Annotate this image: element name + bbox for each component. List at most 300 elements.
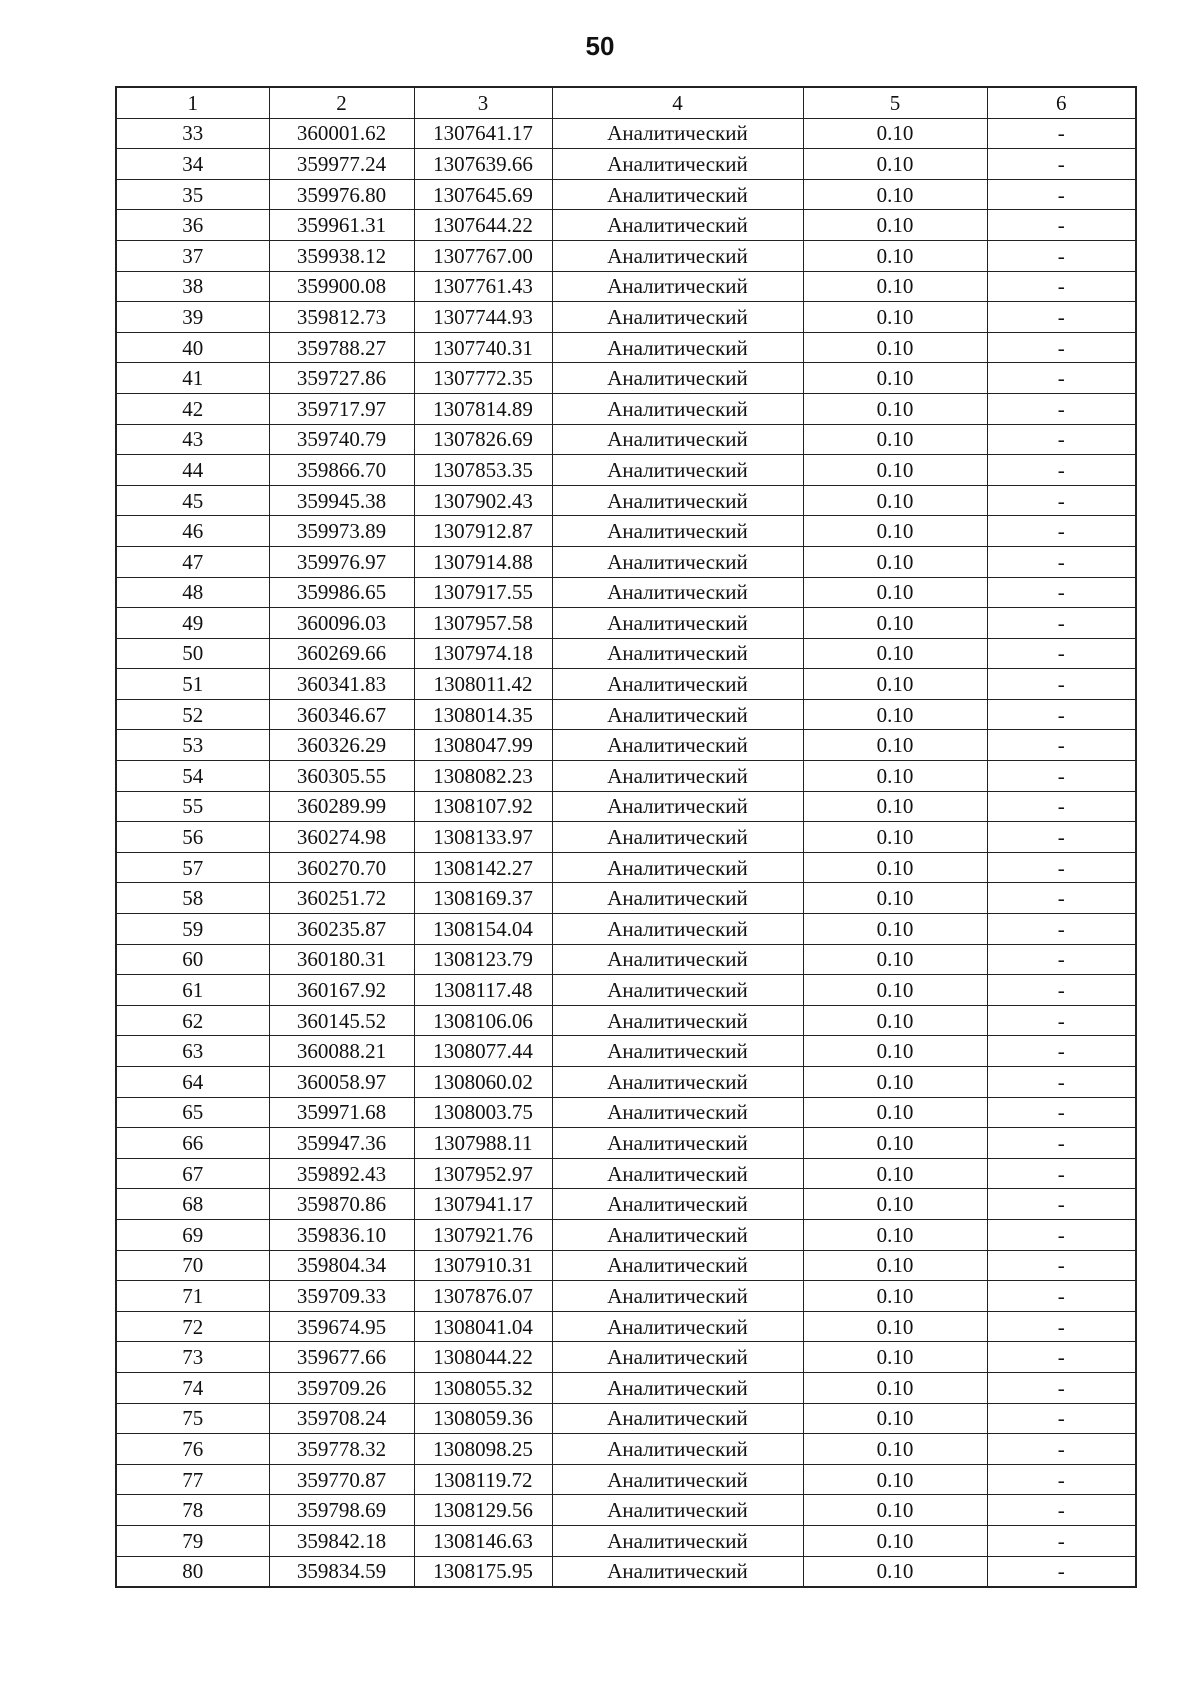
table-row	[116, 944, 1136, 975]
accuracy-cell: 0.10	[803, 822, 987, 853]
accuracy-cell: 0.10	[803, 914, 987, 945]
note-cell: -	[987, 1067, 1136, 1098]
y-coordinate-cell: 1308107.92	[414, 791, 552, 822]
point-number-cell: 62	[116, 1005, 269, 1036]
column-header: 4	[552, 87, 803, 118]
x-coordinate-cell: 359976.97	[269, 546, 414, 577]
point-number-cell: 57	[116, 852, 269, 883]
table-row	[116, 1005, 1136, 1036]
method-cell: Аналитический	[552, 1128, 803, 1159]
y-coordinate-cell: 1308142.27	[414, 852, 552, 883]
point-number-cell: 50	[116, 638, 269, 669]
accuracy-cell: 0.10	[803, 1281, 987, 1312]
page-number: 50	[585, 31, 615, 61]
point-number-cell: 36	[116, 210, 269, 241]
x-coordinate-cell: 359709.33	[269, 1281, 414, 1312]
accuracy-cell: 0.10	[803, 1158, 987, 1189]
table-row	[116, 485, 1136, 516]
note-cell: -	[987, 363, 1136, 394]
method-cell: Аналитический	[552, 761, 803, 792]
table-row	[116, 608, 1136, 639]
method-cell: Аналитический	[552, 1525, 803, 1556]
table-body	[116, 118, 1136, 1587]
table-row	[116, 1067, 1136, 1098]
y-coordinate-cell: 1307772.35	[414, 363, 552, 394]
note-cell: -	[987, 393, 1136, 424]
table-row	[116, 669, 1136, 700]
point-number-cell: 41	[116, 363, 269, 394]
x-coordinate-cell: 359973.89	[269, 516, 414, 547]
method-cell: Аналитический	[552, 424, 803, 455]
point-number-cell: 40	[116, 332, 269, 363]
x-coordinate-cell: 359708.24	[269, 1403, 414, 1434]
accuracy-cell: 0.10	[803, 332, 987, 363]
method-cell: Аналитический	[552, 1097, 803, 1128]
x-coordinate-cell: 359870.86	[269, 1189, 414, 1220]
point-number-cell: 51	[116, 669, 269, 700]
y-coordinate-cell: 1307952.97	[414, 1158, 552, 1189]
note-cell: -	[987, 455, 1136, 486]
accuracy-cell: 0.10	[803, 1495, 987, 1526]
point-number-cell: 64	[116, 1067, 269, 1098]
x-coordinate-cell: 360096.03	[269, 608, 414, 639]
y-coordinate-cell: 1308119.72	[414, 1464, 552, 1495]
method-cell: Аналитический	[552, 1005, 803, 1036]
accuracy-cell: 0.10	[803, 179, 987, 210]
point-number-cell: 65	[116, 1097, 269, 1128]
table-row	[116, 638, 1136, 669]
y-coordinate-cell: 1307912.87	[414, 516, 552, 547]
table-row	[116, 761, 1136, 792]
x-coordinate-cell: 359866.70	[269, 455, 414, 486]
accuracy-cell: 0.10	[803, 1005, 987, 1036]
y-coordinate-cell: 1307645.69	[414, 179, 552, 210]
note-cell: -	[987, 1342, 1136, 1373]
x-coordinate-cell: 359709.26	[269, 1372, 414, 1403]
method-cell: Аналитический	[552, 1464, 803, 1495]
y-coordinate-cell: 1308123.79	[414, 944, 552, 975]
x-coordinate-cell: 359770.87	[269, 1464, 414, 1495]
y-coordinate-cell: 1308003.75	[414, 1097, 552, 1128]
y-coordinate-cell: 1307917.55	[414, 577, 552, 608]
accuracy-cell: 0.10	[803, 883, 987, 914]
y-coordinate-cell: 1307761.43	[414, 271, 552, 302]
table-row	[116, 271, 1136, 302]
accuracy-cell: 0.10	[803, 1372, 987, 1403]
accuracy-cell: 0.10	[803, 1097, 987, 1128]
accuracy-cell: 0.10	[803, 975, 987, 1006]
method-cell: Аналитический	[552, 730, 803, 761]
table-row	[116, 1128, 1136, 1159]
y-coordinate-cell: 1308082.23	[414, 761, 552, 792]
table-row	[116, 424, 1136, 455]
table-row	[116, 791, 1136, 822]
note-cell: -	[987, 975, 1136, 1006]
x-coordinate-cell: 359947.36	[269, 1128, 414, 1159]
y-coordinate-cell: 1307744.93	[414, 302, 552, 333]
note-cell: -	[987, 883, 1136, 914]
y-coordinate-cell: 1308055.32	[414, 1372, 552, 1403]
note-cell: -	[987, 1097, 1136, 1128]
accuracy-cell: 0.10	[803, 1219, 987, 1250]
accuracy-cell: 0.10	[803, 271, 987, 302]
accuracy-cell: 0.10	[803, 791, 987, 822]
y-coordinate-cell: 1307641.17	[414, 118, 552, 149]
note-cell: -	[987, 1403, 1136, 1434]
x-coordinate-cell: 359717.97	[269, 393, 414, 424]
note-cell: -	[987, 1372, 1136, 1403]
method-cell: Аналитический	[552, 1250, 803, 1281]
y-coordinate-cell: 1307876.07	[414, 1281, 552, 1312]
accuracy-cell: 0.10	[803, 944, 987, 975]
accuracy-cell: 0.10	[803, 210, 987, 241]
accuracy-cell: 0.10	[803, 240, 987, 271]
y-coordinate-cell: 1308098.25	[414, 1434, 552, 1465]
note-cell: -	[987, 516, 1136, 547]
table-row	[116, 1250, 1136, 1281]
accuracy-cell: 0.10	[803, 761, 987, 792]
point-number-cell: 76	[116, 1434, 269, 1465]
method-cell: Аналитический	[552, 608, 803, 639]
note-cell: -	[987, 791, 1136, 822]
note-cell: -	[987, 302, 1136, 333]
y-coordinate-cell: 1308117.48	[414, 975, 552, 1006]
x-coordinate-cell: 360270.70	[269, 852, 414, 883]
method-cell: Аналитический	[552, 393, 803, 424]
method-cell: Аналитический	[552, 852, 803, 883]
point-number-cell: 49	[116, 608, 269, 639]
method-cell: Аналитический	[552, 1189, 803, 1220]
method-cell: Аналитический	[552, 363, 803, 394]
method-cell: Аналитический	[552, 1219, 803, 1250]
note-cell: -	[987, 179, 1136, 210]
column-header: 6	[987, 87, 1136, 118]
accuracy-cell: 0.10	[803, 1250, 987, 1281]
y-coordinate-cell: 1308106.06	[414, 1005, 552, 1036]
method-cell: Аналитический	[552, 1556, 803, 1587]
accuracy-cell: 0.10	[803, 1434, 987, 1465]
y-coordinate-cell: 1308059.36	[414, 1403, 552, 1434]
note-cell: -	[987, 1495, 1136, 1526]
table-row	[116, 975, 1136, 1006]
method-cell: Аналитический	[552, 1372, 803, 1403]
x-coordinate-cell: 360235.87	[269, 914, 414, 945]
note-cell: -	[987, 1189, 1136, 1220]
x-coordinate-cell: 359971.68	[269, 1097, 414, 1128]
point-number-cell: 55	[116, 791, 269, 822]
x-coordinate-cell: 359798.69	[269, 1495, 414, 1526]
point-number-cell: 80	[116, 1556, 269, 1587]
table-row	[116, 516, 1136, 547]
note-cell: -	[987, 210, 1136, 241]
point-number-cell: 70	[116, 1250, 269, 1281]
y-coordinate-cell: 1307921.76	[414, 1219, 552, 1250]
accuracy-cell: 0.10	[803, 1464, 987, 1495]
note-cell: -	[987, 730, 1136, 761]
note-cell: -	[987, 1434, 1136, 1465]
x-coordinate-cell: 359938.12	[269, 240, 414, 271]
y-coordinate-cell: 1307902.43	[414, 485, 552, 516]
note-cell: -	[987, 424, 1136, 455]
method-cell: Аналитический	[552, 791, 803, 822]
x-coordinate-cell: 359842.18	[269, 1525, 414, 1556]
method-cell: Аналитический	[552, 975, 803, 1006]
note-cell: -	[987, 546, 1136, 577]
accuracy-cell: 0.10	[803, 1036, 987, 1067]
accuracy-cell: 0.10	[803, 608, 987, 639]
note-cell: -	[987, 699, 1136, 730]
point-number-cell: 69	[116, 1219, 269, 1250]
x-coordinate-cell: 360058.97	[269, 1067, 414, 1098]
accuracy-cell: 0.10	[803, 546, 987, 577]
method-cell: Аналитический	[552, 1067, 803, 1098]
table-row	[116, 118, 1136, 149]
x-coordinate-cell: 360326.29	[269, 730, 414, 761]
y-coordinate-cell: 1308146.63	[414, 1525, 552, 1556]
x-coordinate-cell: 359812.73	[269, 302, 414, 333]
column-header: 2	[269, 87, 414, 118]
point-number-cell: 46	[116, 516, 269, 547]
table-row	[116, 455, 1136, 486]
y-coordinate-cell: 1308014.35	[414, 699, 552, 730]
method-cell: Аналитический	[552, 485, 803, 516]
note-cell: -	[987, 852, 1136, 883]
accuracy-cell: 0.10	[803, 1128, 987, 1159]
y-coordinate-cell: 1307988.11	[414, 1128, 552, 1159]
point-number-cell: 37	[116, 240, 269, 271]
table-header-row	[116, 87, 1136, 118]
table-row	[116, 1311, 1136, 1342]
method-cell: Аналитический	[552, 699, 803, 730]
x-coordinate-cell: 359977.24	[269, 149, 414, 180]
y-coordinate-cell: 1308077.44	[414, 1036, 552, 1067]
point-number-cell: 72	[116, 1311, 269, 1342]
x-coordinate-cell: 360274.98	[269, 822, 414, 853]
point-number-cell: 78	[116, 1495, 269, 1526]
table-row	[116, 1036, 1136, 1067]
x-coordinate-cell: 360269.66	[269, 638, 414, 669]
x-coordinate-cell: 359892.43	[269, 1158, 414, 1189]
table-row	[116, 332, 1136, 363]
point-number-cell: 68	[116, 1189, 269, 1220]
accuracy-cell: 0.10	[803, 1403, 987, 1434]
point-number-cell: 73	[116, 1342, 269, 1373]
table-row	[116, 149, 1136, 180]
point-number-cell: 33	[116, 118, 269, 149]
x-coordinate-cell: 359727.86	[269, 363, 414, 394]
x-coordinate-cell: 359961.31	[269, 210, 414, 241]
note-cell: -	[987, 608, 1136, 639]
y-coordinate-cell: 1307853.35	[414, 455, 552, 486]
x-coordinate-cell: 359900.08	[269, 271, 414, 302]
y-coordinate-cell: 1308129.56	[414, 1495, 552, 1526]
method-cell: Аналитический	[552, 1495, 803, 1526]
point-number-cell: 60	[116, 944, 269, 975]
column-header: 1	[116, 87, 269, 118]
x-coordinate-cell: 359778.32	[269, 1434, 414, 1465]
table-row	[116, 883, 1136, 914]
point-number-cell: 43	[116, 424, 269, 455]
point-number-cell: 47	[116, 546, 269, 577]
method-cell: Аналитический	[552, 883, 803, 914]
y-coordinate-cell: 1308154.04	[414, 914, 552, 945]
x-coordinate-cell: 360088.21	[269, 1036, 414, 1067]
point-number-cell: 52	[116, 699, 269, 730]
x-coordinate-cell: 359740.79	[269, 424, 414, 455]
method-cell: Аналитический	[552, 516, 803, 547]
point-number-cell: 75	[116, 1403, 269, 1434]
note-cell: -	[987, 1158, 1136, 1189]
point-number-cell: 45	[116, 485, 269, 516]
note-cell: -	[987, 638, 1136, 669]
accuracy-cell: 0.10	[803, 638, 987, 669]
point-number-cell: 61	[116, 975, 269, 1006]
point-number-cell: 44	[116, 455, 269, 486]
point-number-cell: 59	[116, 914, 269, 945]
note-cell: -	[987, 1464, 1136, 1495]
accuracy-cell: 0.10	[803, 455, 987, 486]
method-cell: Аналитический	[552, 944, 803, 975]
point-number-cell: 56	[116, 822, 269, 853]
x-coordinate-cell: 359674.95	[269, 1311, 414, 1342]
table-row	[116, 363, 1136, 394]
method-cell: Аналитический	[552, 1403, 803, 1434]
note-cell: -	[987, 822, 1136, 853]
note-cell: -	[987, 944, 1136, 975]
x-coordinate-cell: 359976.80	[269, 179, 414, 210]
table-row	[116, 1525, 1136, 1556]
method-cell: Аналитический	[552, 210, 803, 241]
point-number-cell: 54	[116, 761, 269, 792]
accuracy-cell: 0.10	[803, 424, 987, 455]
x-coordinate-cell: 360289.99	[269, 791, 414, 822]
y-coordinate-cell: 1308041.04	[414, 1311, 552, 1342]
accuracy-cell: 0.10	[803, 149, 987, 180]
accuracy-cell: 0.10	[803, 852, 987, 883]
x-coordinate-cell: 359986.65	[269, 577, 414, 608]
x-coordinate-cell: 359945.38	[269, 485, 414, 516]
y-coordinate-cell: 1307914.88	[414, 546, 552, 577]
column-header: 5	[803, 87, 987, 118]
method-cell: Аналитический	[552, 638, 803, 669]
x-coordinate-cell: 360346.67	[269, 699, 414, 730]
y-coordinate-cell: 1308169.37	[414, 883, 552, 914]
point-number-cell: 71	[116, 1281, 269, 1312]
x-coordinate-cell: 359788.27	[269, 332, 414, 363]
x-coordinate-cell: 359677.66	[269, 1342, 414, 1373]
note-cell: -	[987, 1250, 1136, 1281]
method-cell: Аналитический	[552, 455, 803, 486]
method-cell: Аналитический	[552, 1434, 803, 1465]
table-row	[116, 1342, 1136, 1373]
y-coordinate-cell: 1307767.00	[414, 240, 552, 271]
table-row	[116, 822, 1136, 853]
table-row	[116, 1219, 1136, 1250]
point-number-cell: 79	[116, 1525, 269, 1556]
x-coordinate-cell: 360305.55	[269, 761, 414, 792]
x-coordinate-cell: 360167.92	[269, 975, 414, 1006]
y-coordinate-cell: 1307740.31	[414, 332, 552, 363]
note-cell: -	[987, 669, 1136, 700]
accuracy-cell: 0.10	[803, 1556, 987, 1587]
method-cell: Аналитический	[552, 332, 803, 363]
y-coordinate-cell: 1308060.02	[414, 1067, 552, 1098]
x-coordinate-cell: 360251.72	[269, 883, 414, 914]
y-coordinate-cell: 1308047.99	[414, 730, 552, 761]
method-cell: Аналитический	[552, 546, 803, 577]
point-number-cell: 67	[116, 1158, 269, 1189]
method-cell: Аналитический	[552, 1342, 803, 1373]
accuracy-cell: 0.10	[803, 1342, 987, 1373]
point-number-cell: 74	[116, 1372, 269, 1403]
method-cell: Аналитический	[552, 577, 803, 608]
x-coordinate-cell: 359804.34	[269, 1250, 414, 1281]
method-cell: Аналитический	[552, 1281, 803, 1312]
point-number-cell: 39	[116, 302, 269, 333]
y-coordinate-cell: 1307957.58	[414, 608, 552, 639]
accuracy-cell: 0.10	[803, 1067, 987, 1098]
table-row	[116, 852, 1136, 883]
table-row	[116, 1495, 1136, 1526]
accuracy-cell: 0.10	[803, 516, 987, 547]
method-cell: Аналитический	[552, 822, 803, 853]
x-coordinate-cell: 359836.10	[269, 1219, 414, 1250]
coordinates-table	[115, 86, 1137, 1588]
x-coordinate-cell: 359834.59	[269, 1556, 414, 1587]
table-row	[116, 577, 1136, 608]
table-row	[116, 393, 1136, 424]
table-row	[116, 1434, 1136, 1465]
method-cell: Аналитический	[552, 1036, 803, 1067]
note-cell: -	[987, 1128, 1136, 1159]
y-coordinate-cell: 1307910.31	[414, 1250, 552, 1281]
table-row	[116, 210, 1136, 241]
accuracy-cell: 0.10	[803, 363, 987, 394]
table-row	[116, 699, 1136, 730]
method-cell: Аналитический	[552, 914, 803, 945]
note-cell: -	[987, 332, 1136, 363]
y-coordinate-cell: 1307974.18	[414, 638, 552, 669]
table-row	[116, 1158, 1136, 1189]
table-row	[116, 1372, 1136, 1403]
note-cell: -	[987, 1036, 1136, 1067]
table-row	[116, 302, 1136, 333]
table-row	[116, 179, 1136, 210]
table-row	[116, 1189, 1136, 1220]
method-cell: Аналитический	[552, 1311, 803, 1342]
point-number-cell: 48	[116, 577, 269, 608]
method-cell: Аналитический	[552, 240, 803, 271]
note-cell: -	[987, 240, 1136, 271]
accuracy-cell: 0.10	[803, 699, 987, 730]
method-cell: Аналитический	[552, 1158, 803, 1189]
table-row	[116, 240, 1136, 271]
table-row	[116, 914, 1136, 945]
y-coordinate-cell: 1308175.95	[414, 1556, 552, 1587]
note-cell: -	[987, 577, 1136, 608]
table-row	[116, 1403, 1136, 1434]
method-cell: Аналитический	[552, 669, 803, 700]
note-cell: -	[987, 149, 1136, 180]
y-coordinate-cell: 1307814.89	[414, 393, 552, 424]
note-cell: -	[987, 1219, 1136, 1250]
table-row	[116, 1556, 1136, 1587]
y-coordinate-cell: 1307639.66	[414, 149, 552, 180]
note-cell: -	[987, 118, 1136, 149]
point-number-cell: 53	[116, 730, 269, 761]
column-header: 3	[414, 87, 552, 118]
table-row	[116, 730, 1136, 761]
